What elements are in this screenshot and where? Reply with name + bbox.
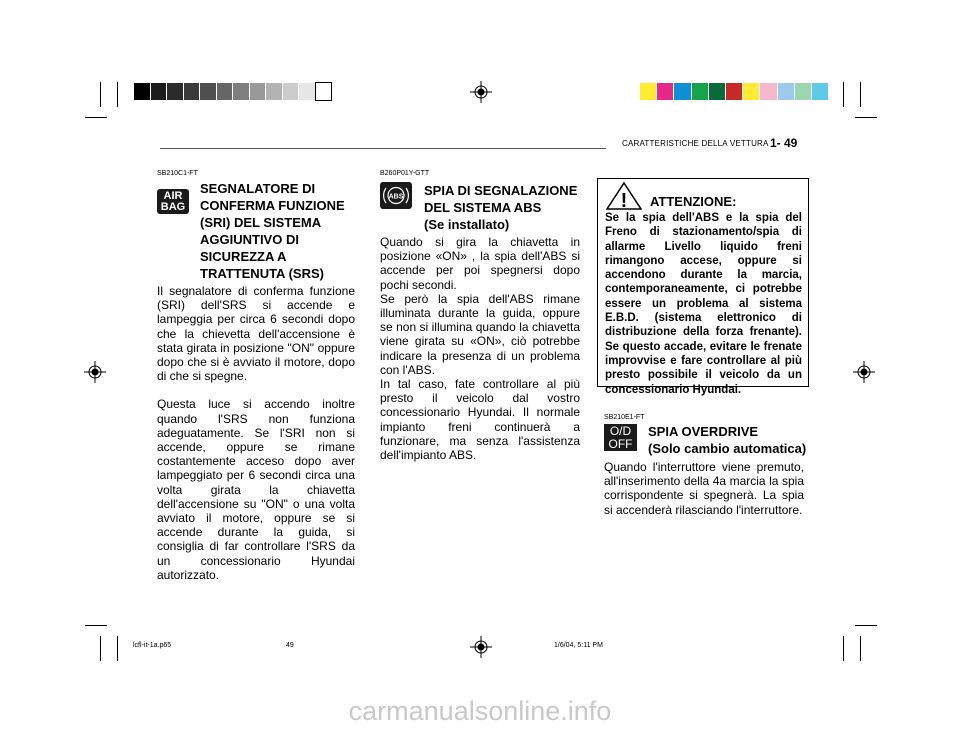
color-swatch [812,83,828,100]
airbag-icon [157,189,189,214]
abs-paragraph: In tal caso, fate controllare al più presto il veicolo dal vostro concessionario Hyundai. Il normale impianto freni continuerà a funzionare, ma senza l'assistenza dell'impianto ABS. [380,377,580,463]
abs-heading-line: DEL SISTEMA ABS [424,200,542,215]
registration-mark-right [853,361,875,383]
crop-mark-top-left-h [85,117,107,118]
crop-mark-top-left-v1 [100,82,101,107]
od-icon-line2: OFF [608,436,633,451]
abs-heading-line: (Se installato) [424,217,510,232]
color-swatch [778,83,794,100]
srs-heading-line: AGGIUNTIVO DI [200,232,299,247]
registration-mark-left [84,361,106,383]
crop-mark-bottom-right-h [855,625,877,626]
abs-body [380,235,580,462]
abs-heading-line: SPIA DI SEGNALAZIONE [424,183,578,198]
overdrive-heading-line: SPIA OVERDRIVE [648,424,759,439]
color-swatch [266,83,282,100]
color-swatch [217,83,233,100]
color-swatch [250,83,266,100]
registration-mark-bottom [470,636,492,658]
color-swatch [726,83,742,100]
section-title: CARATTERISTICHE DELLA VETTURA [622,139,769,148]
header-rule [160,148,606,149]
color-swatch [709,83,725,100]
color-swatch [299,83,315,100]
section-code: B260P01Y-GTT [380,170,430,177]
footer-page: 49 [286,642,294,649]
srs-paragraph: Il segnalatore di conferma funzione (SRI) dell'SRS si accende e lampeggia per circa 6 secondi dopo che la chievetta dell'accensione è stata girata in posizione "ON" oppure dopo che si è avviato il motore, dopo di che si spegne. [157,284,355,384]
color-swatch [640,83,656,100]
color-swatch [657,83,673,100]
color-swatch [743,83,759,100]
color-swatch [316,83,332,100]
color-swatch [151,83,167,100]
crop-mark-bottom-right-v2 [860,636,861,661]
crop-mark-top-left-v2 [117,82,118,107]
footer-filename: lcfl-it-1a.p65 [133,642,172,649]
color-swatch [283,83,299,100]
abs-icon-label: ABS [388,193,404,201]
color-swatch [200,83,216,100]
crop-mark-top-right-v1 [843,82,844,107]
od-icon-line1: O/D [609,424,632,438]
color-swatch [134,83,150,100]
color-swatch [795,83,811,100]
color-swatch [184,83,200,100]
airbag-icon-line1: AIR [163,190,183,202]
srs-body [157,284,355,582]
abs-paragraph: Quando si gira la chiavetta in posizione «ON» , la spia dell'ABS si accende per poi spegnersi dopo pochi secondi. [380,235,580,292]
overdrive-off-icon [604,424,637,451]
srs-heading [200,180,360,282]
crop-mark-top-right-v2 [860,82,861,107]
crop-mark-bottom-left-v1 [100,636,101,661]
abs-heading [424,182,584,233]
page-number: 1- 49 [770,136,798,150]
crop-mark-top-right-h [855,117,877,118]
warning-title: ATTENZIONE: [650,194,737,209]
warning-text: Se la spia dell'ABS e la spia del Freno di stazionamento/spia di allarme Livello liquido freni rimangono accese, oppure si accendono durante la marcia, contemporaneamente, ci potrebbe essere un problema al sistema E.B.D. (sistema elettronico di distribuzione della forza frenante). Se questo accade, evitare le frenate improvvise e fare controllare al più presto possibile il veicolo da un concessionario Hyundai. [605,212,802,396]
color-swatch [233,83,249,100]
overdrive-body [604,460,804,517]
section-code: SB210E1-FT [604,414,645,421]
overdrive-heading-line: (Solo cambio automatica) [648,441,807,456]
footer-datetime: 1/6/04, 5:11 PM [554,642,603,649]
srs-heading-line: CONFERMA FUNZIONE [200,198,345,213]
color-swatch [692,83,708,100]
watermark: carmanualsonline.info [348,696,612,726]
color-swatch [674,83,690,100]
srs-heading-line: (SRI) DEL SISTEMA [200,215,322,230]
warning-triangle-icon [606,182,642,210]
registration-mark-top [470,81,492,103]
abs-icon [380,182,412,209]
color-swatch [167,83,183,100]
crop-mark-bottom-left-v2 [117,636,118,661]
warning-box [597,178,809,396]
overdrive-paragraph: Quando l'interruttore viene premuto, all'inserimento della 4a marcia la spia corrispondente si spegnerà. La spia si accenderà rilasciando l'interruttore. [604,460,804,517]
abs-paragraph: Se però la spia dell'ABS rimane illuminata durante la guida, oppure se non si illumina quando la chiavetta viene girata su «ON», ciò potrebbe indicare la presenza di un problema con l'ABS. [380,291,580,377]
srs-heading-line: SEGNALATORE DI [200,181,316,196]
warning-symbol: ! [620,190,628,210]
srs-paragraph: Questa luce si accendo inoltre quando l'SRS non funziona adeguatamente. Se l'SRI non si accende, oppure se rimane costantemente acceso dopo aver lampeggiato per 6 secondi circa una volta girata la chiavetta dell'accensione su "ON" o una volta avviato il motore, oppure se si accende durante la guida, si consiglia di far controllare l'SRS da un concessionario Hyundai autorizzato. [157,397,355,582]
section-code: SB210C1-FT [157,170,198,177]
srs-heading-line: TRATTENUTA (SRS) [200,266,324,281]
srs-heading-line: SICUREZZA A [200,249,287,264]
crop-mark-bottom-right-v1 [843,636,844,661]
crop-mark-bottom-left-h [85,625,107,626]
color-swatch [760,83,776,100]
airbag-icon-line2: BAG [160,201,186,213]
overdrive-heading [648,423,818,457]
